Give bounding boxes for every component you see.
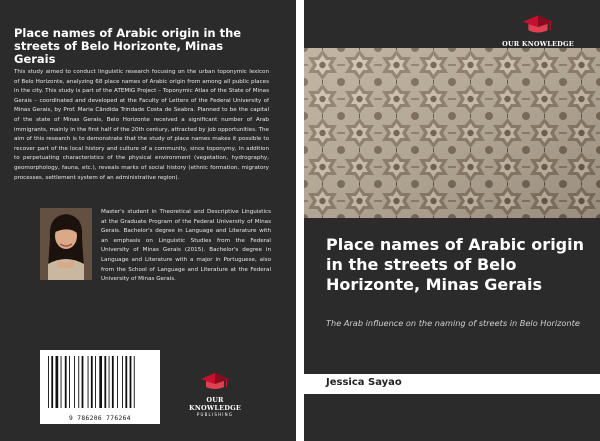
barcode-bar	[88, 356, 89, 408]
barcode-bar	[112, 356, 114, 408]
barcode-bar	[69, 356, 70, 408]
barcode-bar	[91, 356, 93, 408]
barcode-bar	[82, 356, 84, 408]
barcode-bar	[78, 356, 79, 408]
barcode-bar	[99, 356, 102, 408]
barcode-bar	[117, 356, 118, 408]
author-bio: Master's student in Theoretical and Descriptive Linguistics at the Graduate Program of the Federal University of Minas Gerais. Bachelor's degree in Language and Literature with an emphasis on Linguistic Studies from the Federal University of Minas Gerais (2015). Bachelor's degree in Language and Literature with a major in Portuguese, also from the School of Language and Literature at the Federal University of Minas Gerais.	[101, 209, 271, 283]
barcode-bar	[125, 356, 127, 408]
barcode-bar	[104, 356, 106, 408]
author-name: Jessica Sayao	[326, 377, 402, 388]
publisher-name: OUR KNOWLEDGE	[502, 40, 574, 48]
publisher-logo-icon	[200, 372, 230, 392]
book-title: Place names of Arabic origin in the streets of Belo Horizonte, Minas Gerais	[326, 235, 584, 294]
book-subtitle: The Arab influence on the naming of streets in Belo Horizonte	[326, 318, 580, 328]
barcode-bar	[109, 356, 110, 408]
back-publisher-logo	[180, 372, 250, 417]
barcode-bar	[61, 356, 62, 408]
barcode-bar	[51, 356, 53, 408]
barcode-bar	[122, 356, 123, 408]
barcode-bar	[56, 356, 59, 408]
arabesque-pattern	[304, 48, 600, 218]
barcode-bar	[74, 356, 75, 408]
barcode-bar	[95, 356, 96, 408]
barcode-bar	[134, 356, 135, 408]
barcode-bar	[48, 356, 49, 408]
back-description: This study aimed to conduct linguistic research focusing on the urban toponymic lexicon of Belo Horizonte, analyzing 68 place names of Arabic origin from among all public places in the city. This study is part of the ATEMIG Project – Toponymic Atlas of the State of Minas Gerais – coordinated and developed at the Faculty of Letters of the Federal University of Minas Gerais, by Prof. Maria Cândida Trindade Costa de Seabra. Planned to be the capital of the state of Minas Gerais, Belo Horizonte received a significant number of Arab immigrants, mainly in the first half of the 20th century, attracted by job opportunities. The aim of this research is to demonstrate that the study of place names makes it possible to recover part of the local history and culture of a community, since toponymy, in addition to perpetuating characteristics of the physical environment (vegetation, hydrography, geomorphology, fauna, etc.), reveals marks of social history (ethnic formation, migratory processes, settlement system of an administrative region).	[14, 69, 269, 181]
barcode	[40, 350, 160, 424]
spine-gap	[296, 0, 304, 441]
publisher-logo-icon	[522, 14, 554, 36]
author-band	[304, 374, 600, 394]
back-cover	[0, 0, 296, 441]
front-cover	[304, 0, 600, 441]
publisher-sub: PUBLISHING	[196, 412, 234, 417]
barcode-bar	[130, 356, 132, 408]
publisher-name: OUR KNOWLEDGE	[188, 396, 242, 412]
isbn-number: 9 786206 776264	[69, 415, 131, 422]
back-title: Place names of Arabic origin in the streets of Belo Horizonte, Minas Gerais	[14, 26, 242, 66]
barcode-bar	[65, 356, 67, 408]
author-photo	[40, 208, 92, 280]
